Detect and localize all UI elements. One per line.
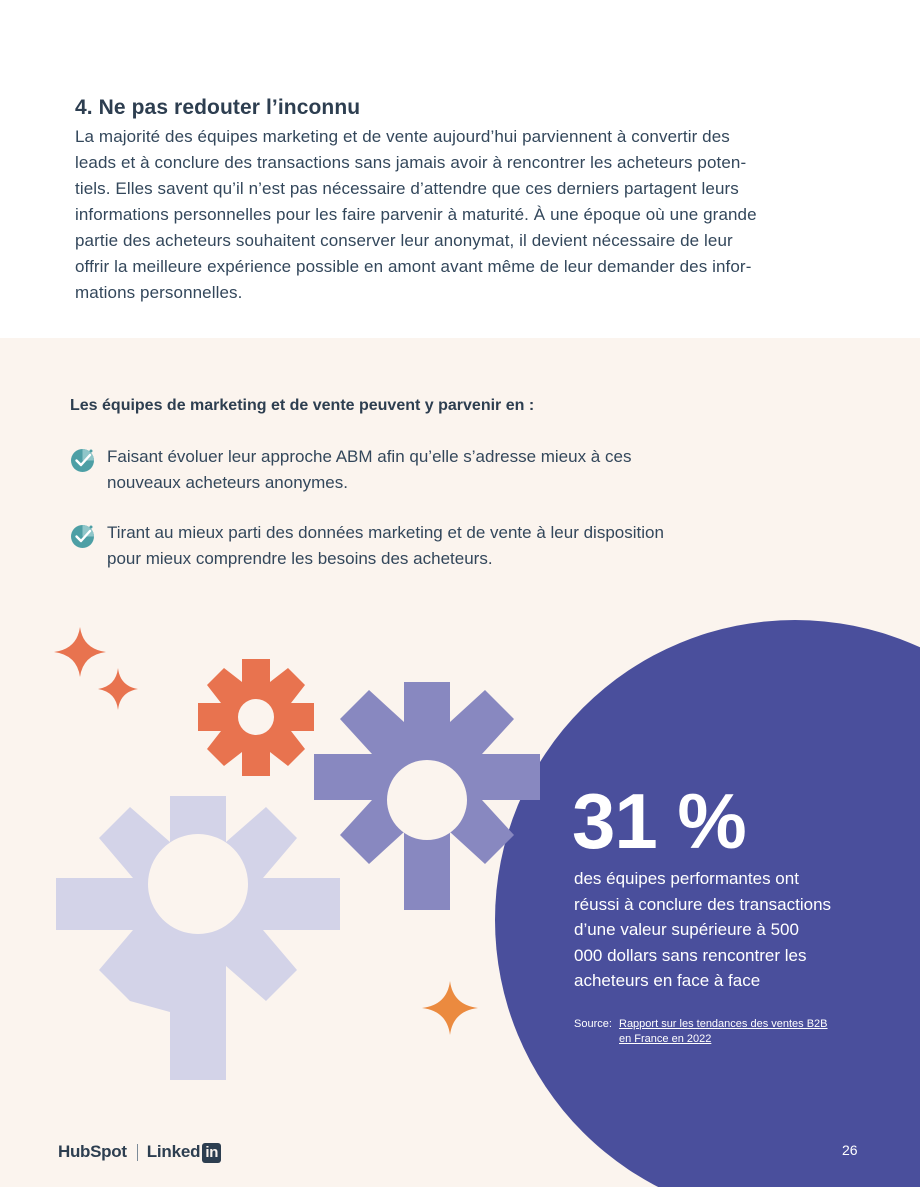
gear-icon [198, 659, 314, 776]
body-line: tiels. Elles savent qu’il n’est pas nécessaire d’attendre que ces derniers partagent leurs [75, 179, 739, 198]
linkedin-wordmark: Linked [146, 1141, 201, 1161]
stat-line: d’une valeur supérieure à 500 [574, 920, 799, 939]
illustration [0, 338, 920, 1187]
logo-divider [137, 1144, 138, 1161]
page-number: 26 [842, 1142, 858, 1158]
linkedin-logo [147, 1142, 222, 1163]
body-line: mations personnelles. [75, 283, 243, 302]
section-body [75, 124, 840, 306]
bullet-line: pour mieux comprendre les besoins des acheteurs. [107, 549, 493, 568]
stat-value: 31 % [572, 777, 746, 865]
gear-icon [56, 796, 340, 1080]
source-link[interactable] [619, 1017, 828, 1047]
sparkle-icon [422, 981, 478, 1035]
section-heading: 4. Ne pas redouter l’inconnu [75, 96, 361, 119]
bullet-line: nouveaux acheteurs anonymes. [107, 473, 348, 492]
stat-line: 000 dollars sans rencontrer les [574, 945, 807, 965]
bullet-line: Faisant évoluer leur approche ABM afin qu’elle s’adresse mieux à ces [107, 447, 632, 466]
hubspot-logo: HubSpot [58, 1142, 127, 1161]
sparkle-icon [54, 627, 106, 677]
bullet-line: Tirant au mieux parti des données marketing et de vente à leur disposition [107, 523, 664, 542]
body-line: La majorité des équipes marketing et de vente aujourd’hui parviennent à convertir des [75, 127, 730, 146]
source-link-line: en France en 2022 [619, 1033, 712, 1045]
body-line: partie des acheteurs souhaitent conserver leur anonymat, il devient nécessaire de leur [75, 231, 733, 250]
footer-logos [58, 1140, 221, 1164]
source-link-line: Rapport sur les tendances des ventes B2B [619, 1018, 828, 1030]
body-line: leads et à conclure des transactions sans jamais avoir à rencontrer les acheteurs poten- [75, 153, 747, 172]
stat-line: acheteurs en face à face [574, 971, 761, 990]
body-line: offrir la meilleure expérience possible en amont avant même de leur demander des infor- [75, 257, 752, 276]
sparkle-icon [98, 668, 138, 710]
body-line: informations personnelles pour les faire parvenir à maturité. À une époque où une grande [75, 205, 757, 224]
linkedin-in-badge: in [202, 1143, 221, 1163]
stat-line: réussi à conclure des transactions [574, 894, 832, 914]
stat-description [574, 866, 874, 994]
stat-line: des équipes performantes ont [574, 869, 799, 888]
source-label: Source: [574, 1018, 612, 1030]
callout-heading: Les équipes de marketing et de vente peuvent y parvenir en : [70, 397, 535, 414]
